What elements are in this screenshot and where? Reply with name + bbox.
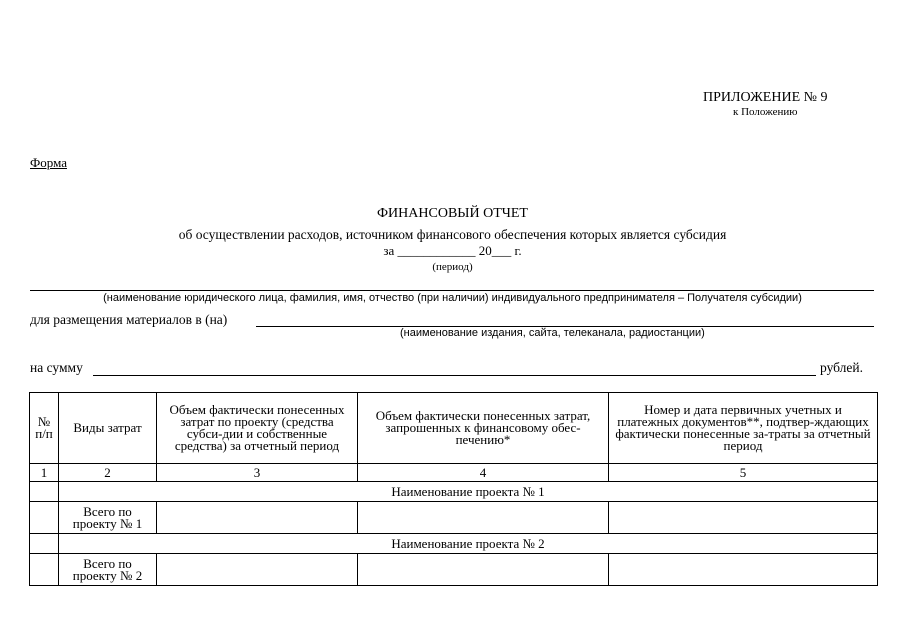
appendix-title: ПРИЛОЖЕНИЕ № 9 (703, 90, 828, 105)
column-number: 5 (609, 464, 878, 482)
sum-label: на сумму (30, 360, 83, 375)
project-total-row (30, 554, 878, 586)
appendix-subtitle: к Положению (733, 106, 798, 118)
header-expense-type: Виды затрат (59, 393, 157, 464)
empty-cell (30, 482, 59, 502)
column-number: 4 (358, 464, 609, 482)
column-number: 3 (157, 464, 358, 482)
requested-costs-cell[interactable] (358, 502, 609, 534)
period-line: за ____________ 20___ г. (383, 243, 522, 258)
table-header-row (30, 393, 878, 464)
project-total-row (30, 502, 878, 534)
column-numbers-row (30, 464, 878, 482)
requested-costs-cell[interactable] (358, 554, 609, 586)
project-name: Наименование проекта № 1 (59, 482, 878, 502)
actual-costs-cell[interactable] (157, 554, 358, 586)
column-number: 2 (59, 464, 157, 482)
project-name-row (30, 534, 878, 554)
empty-cell (30, 554, 59, 586)
recipient-hint: (наименование юридического лица, фамилия, имя, отчество (при наличии) индивидуального предпринимателя – Получателя субсидии) (103, 292, 802, 304)
header-requested-costs: Объем фактически понесенных затрат, запрошенных к финансовому обес-печению* (358, 393, 609, 464)
actual-costs-cell[interactable] (157, 502, 358, 534)
sum-line (93, 375, 816, 376)
documents-cell[interactable] (609, 554, 878, 586)
project-total-label: Всего по проекту № 2 (59, 554, 157, 586)
empty-cell (30, 502, 59, 534)
project-name-row (30, 482, 878, 502)
empty-cell (30, 534, 59, 554)
project-total-label: Всего по проекту № 1 (59, 502, 157, 534)
documents-cell[interactable] (609, 502, 878, 534)
form-label: Форма (30, 155, 67, 170)
header-actual-costs: Объем фактически понесенных затрат по проекту (средства субси-дии и собственные средства) за отчетный период (157, 393, 358, 464)
header-number: № п/п (30, 393, 59, 464)
header-documents: Номер и дата первичных учетных и платежных документов**, подтвер-ждающих фактически понесенные за-траты за отчетный период (609, 393, 878, 464)
recipient-line (30, 290, 874, 291)
period-hint: (период) (432, 261, 473, 273)
sum-unit: рублей. (820, 360, 864, 375)
report-title: ФИНАНСОВЫЙ ОТЧЕТ (377, 206, 528, 221)
column-number: 1 (30, 464, 59, 482)
report-subtitle: об осуществлении расходов, источником финансового обеспечения которых является субсидия (178, 227, 727, 242)
project-name: Наименование проекта № 2 (59, 534, 878, 554)
placement-label: для размещения материалов в (на) (30, 312, 228, 327)
placement-hint: (наименование издания, сайта, телеканала, радиостанции) (400, 327, 705, 339)
expense-report-table (29, 392, 878, 586)
